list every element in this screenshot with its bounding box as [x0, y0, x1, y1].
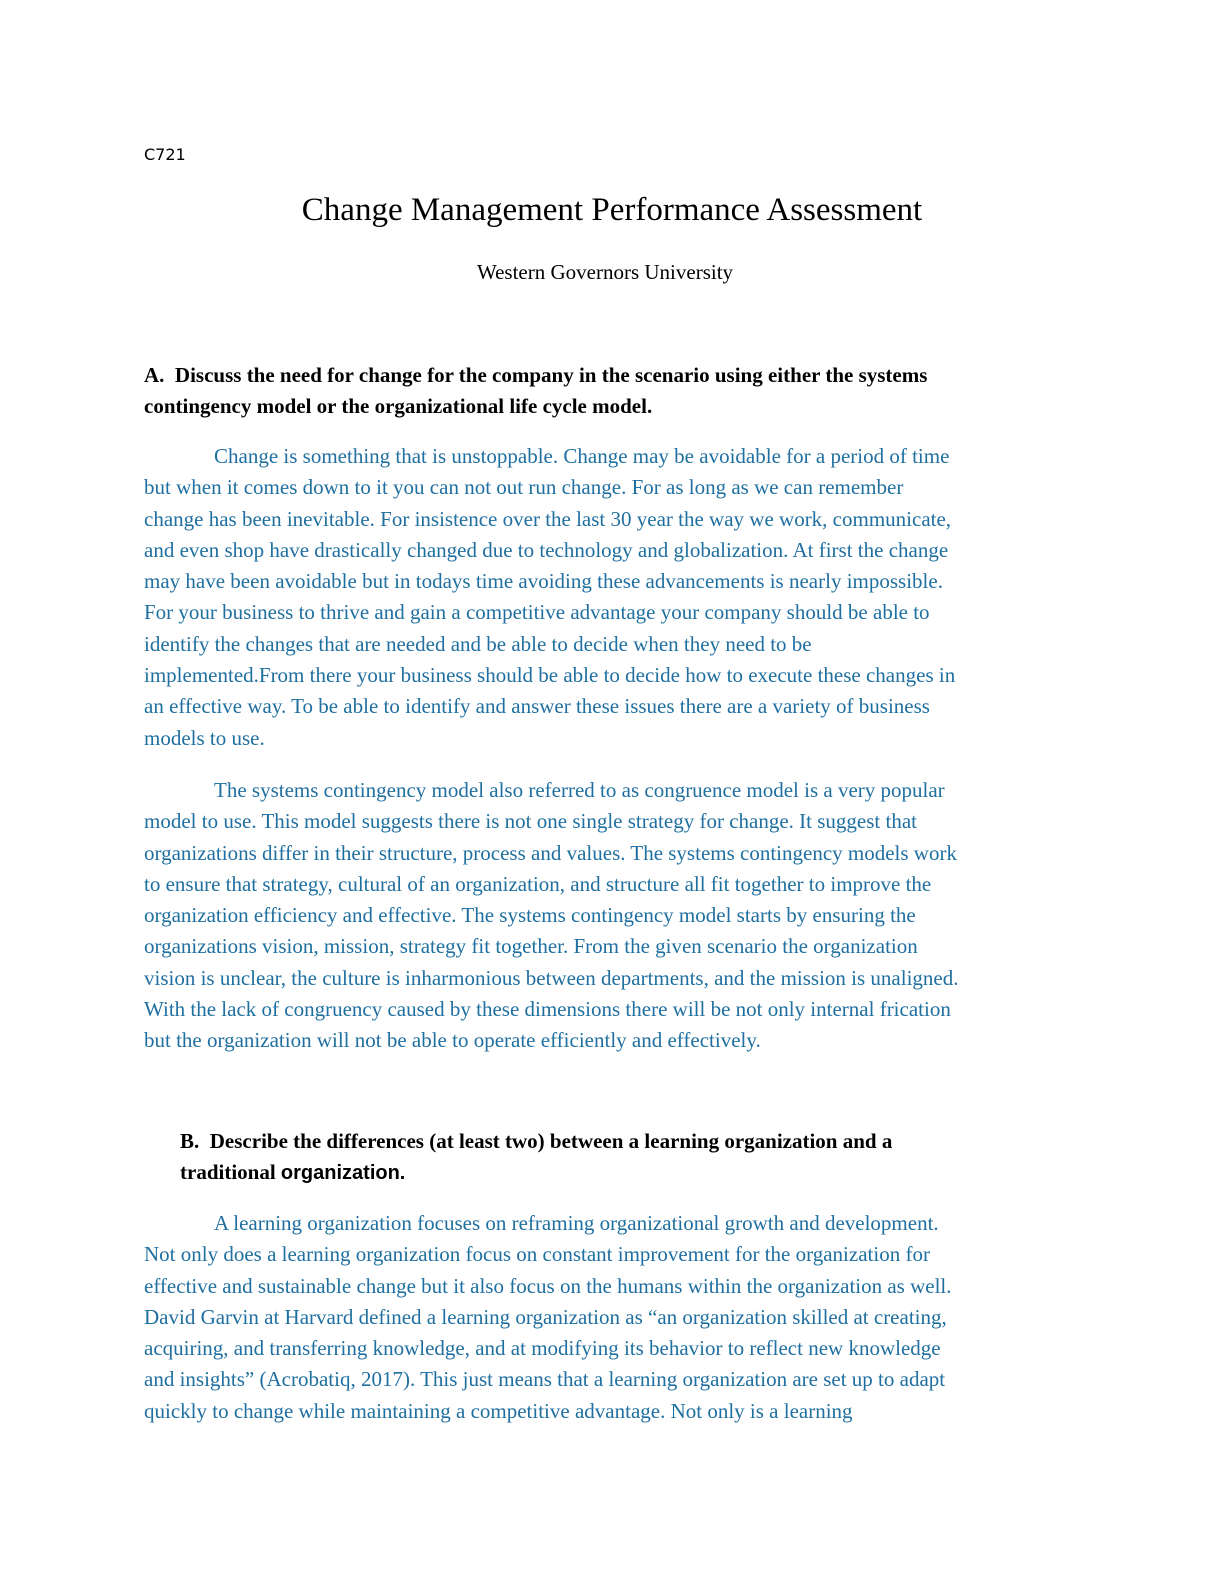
paragraph-line: but when it comes down to it you can not out run change. For as long as we can remember — [144, 475, 904, 500]
section-a-heading-line2: contingency model or the organizational life cycle model. — [144, 394, 653, 418]
section-a-heading-line1 — [144, 360, 1084, 391]
paragraph-line: an effective way. To be able to identify and answer these issues there are a variety of business — [144, 694, 930, 719]
section-a-marker: A. — [144, 363, 165, 387]
section-b-marker: B. — [180, 1129, 200, 1153]
paragraph-line: identify the changes that are needed and be able to decide when they need to be — [144, 631, 812, 656]
paragraph-line: and even shop have drastically changed due to technology and globalization. At first the change — [144, 537, 949, 562]
paragraph-line: may have been avoidable but in todays time avoiding these advancements is nearly impossible. — [144, 569, 943, 594]
section-b-heading — [180, 1126, 1080, 1189]
paragraph-line: For your business to thrive and gain a competitive advantage your company should be able to — [144, 600, 930, 625]
section-b-heading-sans-part: organization. — [280, 1162, 406, 1184]
paragraph-line: change has been inevitable. For insistence over the last 30 year the way we work, communicate, — [144, 506, 952, 531]
section-a-heading-text1: Discuss the need for change for the company in the scenario using either the systems — [174, 363, 928, 387]
paragraph-line: Not only does a learning organization focus on constant improvement for the organization for — [144, 1242, 930, 1267]
section-b-heading-serif-part: traditional — [180, 1160, 281, 1184]
paragraph-line: model to use. This model suggests there is not one single strategy for change. It suggest that — [144, 809, 917, 834]
paragraph-line: With the lack of congruency caused by these dimensions there will be not only internal frication — [144, 997, 951, 1022]
paragraph-line: The systems contingency model also referred to as congruence model is a very popular — [214, 778, 945, 802]
paragraph-line: vision is unclear, the culture is inharmonious between departments, and the mission is unaligned. — [144, 965, 959, 990]
paragraph-line: models to use. — [144, 725, 265, 750]
section-a-paragraph-2 — [144, 775, 1084, 1057]
paragraph-line: organizations differ in their structure, process and values. The systems contingency models work — [144, 840, 957, 865]
course-code: C721 — [144, 145, 186, 164]
section-b-heading-text1: Describe the differences (at least two) between a learning organization and a — [209, 1129, 893, 1153]
paragraph-line: but the organization will not be able to operate efficiently and effectively. — [144, 1028, 761, 1053]
paragraph-line: to ensure that strategy, cultural of an organization, and structure all fit together to improve the — [144, 871, 932, 896]
paragraph-line: A learning organization focuses on reframing organizational growth and development. — [214, 1211, 939, 1235]
paragraph-line: quickly to change while maintaining a competitive advantage. Not only is a learning — [144, 1398, 853, 1423]
section-a-paragraph-1 — [144, 441, 1084, 754]
paragraph-line: Change is something that is unstoppable. Change may be avoidable for a period of time — [214, 444, 950, 468]
paragraph-line: implemented.From there your business should be able to decide how to execute these changes in — [144, 663, 956, 688]
paragraph-line: David Garvin at Harvard defined a learning organization as “an organization skilled at creating, — [144, 1304, 947, 1329]
section-b-heading-line1 — [180, 1126, 1080, 1157]
paragraph-line: organization efficiency and effective. The systems contingency model starts by ensuring the — [144, 903, 916, 928]
paragraph-line: effective and sustainable change but it also focus on the humans within the organization as well. — [144, 1273, 952, 1298]
institution-name: Western Governors University — [476, 260, 734, 284]
document-title: Change Management Performance Assessment — [301, 192, 923, 228]
section-a-heading — [144, 360, 1084, 422]
section-b-heading-line2 — [180, 1157, 1080, 1189]
paragraph-line: and insights” (Acrobatiq, 2017). This just means that a learning organization are set up to adapt — [144, 1367, 946, 1392]
section-b-paragraph-1 — [144, 1208, 1084, 1427]
paragraph-line: organizations vision, mission, strategy fit together. From the given scenario the organization — [144, 934, 918, 959]
paragraph-line: acquiring, and transferring knowledge, and at modifying its behavior to reflect new knowledge — [144, 1336, 941, 1361]
